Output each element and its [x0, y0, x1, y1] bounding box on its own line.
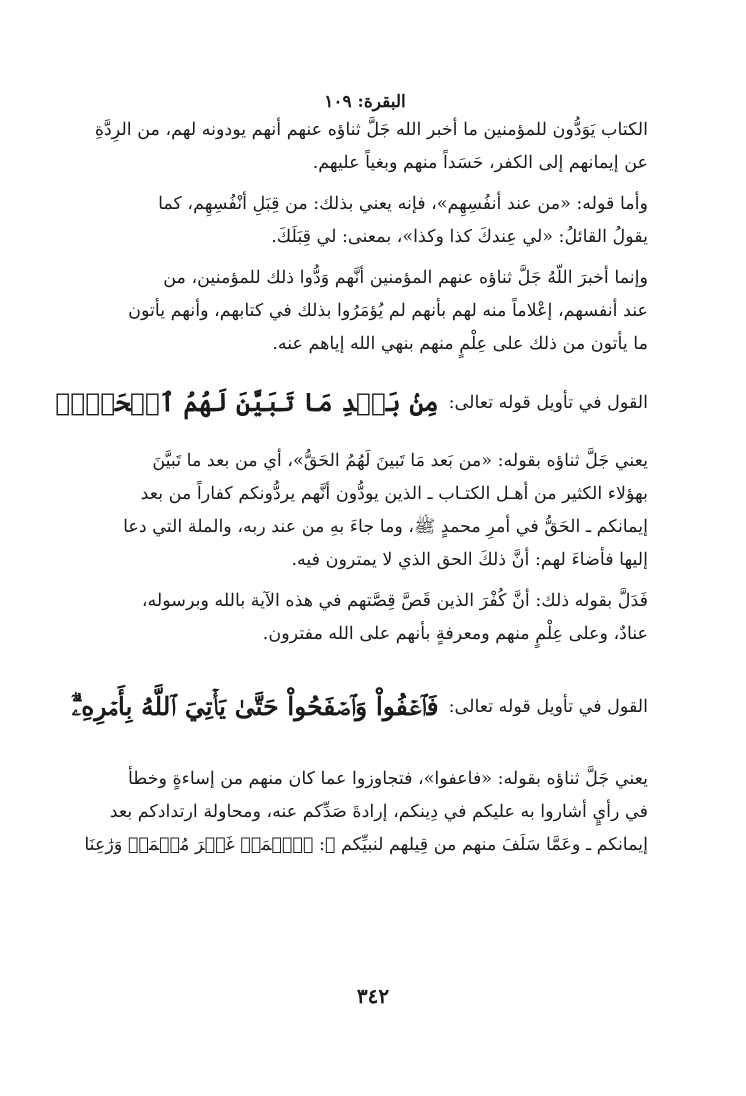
paragraph-line: يعني جَلَّ ثناؤه بقوله: «من بَعد مَا تَبينَ لَهُمُ الحَقُّ»، أي من بعد ما تَبيَّنَ: [152, 451, 648, 471]
paragraph-line: في رأيٍ أشاروا به عليكم في دِينكم، إرادةَ صَدِّكم عنه، ومحاولة ارتدادكم بعد: [109, 802, 648, 822]
quran-verse: مِنۢ بَعۡدِ مَا تَبَيَّنَ لَهُمُ ٱلۡحَقُّۖ: [55, 388, 439, 417]
paragraph-line: وإنما أخبرَ اللّهُ جَلَّ ثناؤه عنهم المؤمنين أنَّهم وَدُّوا ذلك للمؤمنين، من: [163, 268, 648, 288]
section-heading-2: [48, 687, 648, 727]
quran-verse: فَٱعۡفُواْ وَٱصۡفَحُواْ حَتَّىٰ يَأۡتِيَ ٱللَّهُ بِأَمۡرِهِۦٓۗ: [71, 692, 439, 721]
paragraph-line: وأما قوله: «من عند أنفُسِهِم»، فإنه يعني بذلك: من قِبَلِ أنْفُسِهِم، كما: [158, 194, 648, 214]
paragraph-line: إيمانكم ـ وعَمَّا سَلَفَ منهم من قِيلهم لنبيِّكم ﷺ: ﴿ٱسۡمَعۡ غَيۡرَ مُسۡمَعٖ وَرَٰعِنَا: [84, 835, 648, 855]
paragraph-line: بهؤلاء الكثير من أهـل الكتـاب ـ الذين يودُّون أنَّهم يردُّونكم كفاراً من بعد: [140, 484, 648, 504]
paragraph-2: [48, 188, 648, 254]
paragraph-1: [48, 114, 648, 180]
page-number: ٣٤٢: [356, 984, 390, 1008]
paragraph-3: [48, 262, 648, 361]
paragraph-line: عند أنفسهم، إعْلاماً منه لهم بأنهم لم يُؤمَرُوا بذلك في كتابهم، وأنهم يأتون: [128, 301, 648, 321]
heading-lead: القول في تأويل قوله تعالى:: [448, 697, 648, 717]
paragraph-line: الكتاب يَوَدُّون للمؤمنين ما أخبر الله جَلَّ ثناؤه عنهم أنهم يودونه لهم، من الرِدَّةِ: [94, 120, 648, 140]
paragraph-line: عن إيمانهم إلى الكفر، حَسَداً منهم وبغياً عليهم.: [312, 153, 648, 173]
paragraph-line: عنادٌ، وعلى عِلْمٍ منهم ومعرفةٍ بأنهم على الله مفترون.: [262, 624, 648, 644]
paragraph-6: [48, 763, 648, 862]
paragraph-line: إليها فأضاءَ لهم: أنَّ ذلكَ الحق الذي لا يمترون فيه.: [291, 550, 648, 570]
paragraph-line: ما يأتون من ذلك على عِلْمٍ منهم بنهي الله إياهم عنه.: [272, 334, 648, 354]
heading-lead: القول في تأويل قوله تعالى:: [448, 393, 648, 413]
paragraph-5: [48, 585, 648, 651]
paragraph-line: إيمانكم ـ الحَقُّ في أمرِ محمدٍ ﷺ، وما جاءَ بهِ من عند ربه، والملة التي دعا: [123, 517, 648, 537]
paragraph-line: فَدَلَّ بقوله ذلك: أنَّ كُفْرَ الذين قَصَّ قِصَّتهم في هذه الآية بالله وبرسوله،: [141, 591, 648, 611]
running-header: البقرة: ١٠٩: [324, 92, 406, 112]
paragraph-4: [48, 445, 648, 577]
paragraph-line: يقولُ القائلُ: «لي عِندكَ كذا وكذا»، بمعنى: لي قِبَلَكَ.: [271, 227, 648, 247]
paragraph-line: يعني جَلَّ ثناؤه بقوله: «فاعفوا»، فتجاوزوا عما كان منهم من إساءةٍ وخطأ: [127, 769, 648, 789]
page-body: [48, 88, 648, 862]
section-heading-1: [48, 383, 648, 423]
